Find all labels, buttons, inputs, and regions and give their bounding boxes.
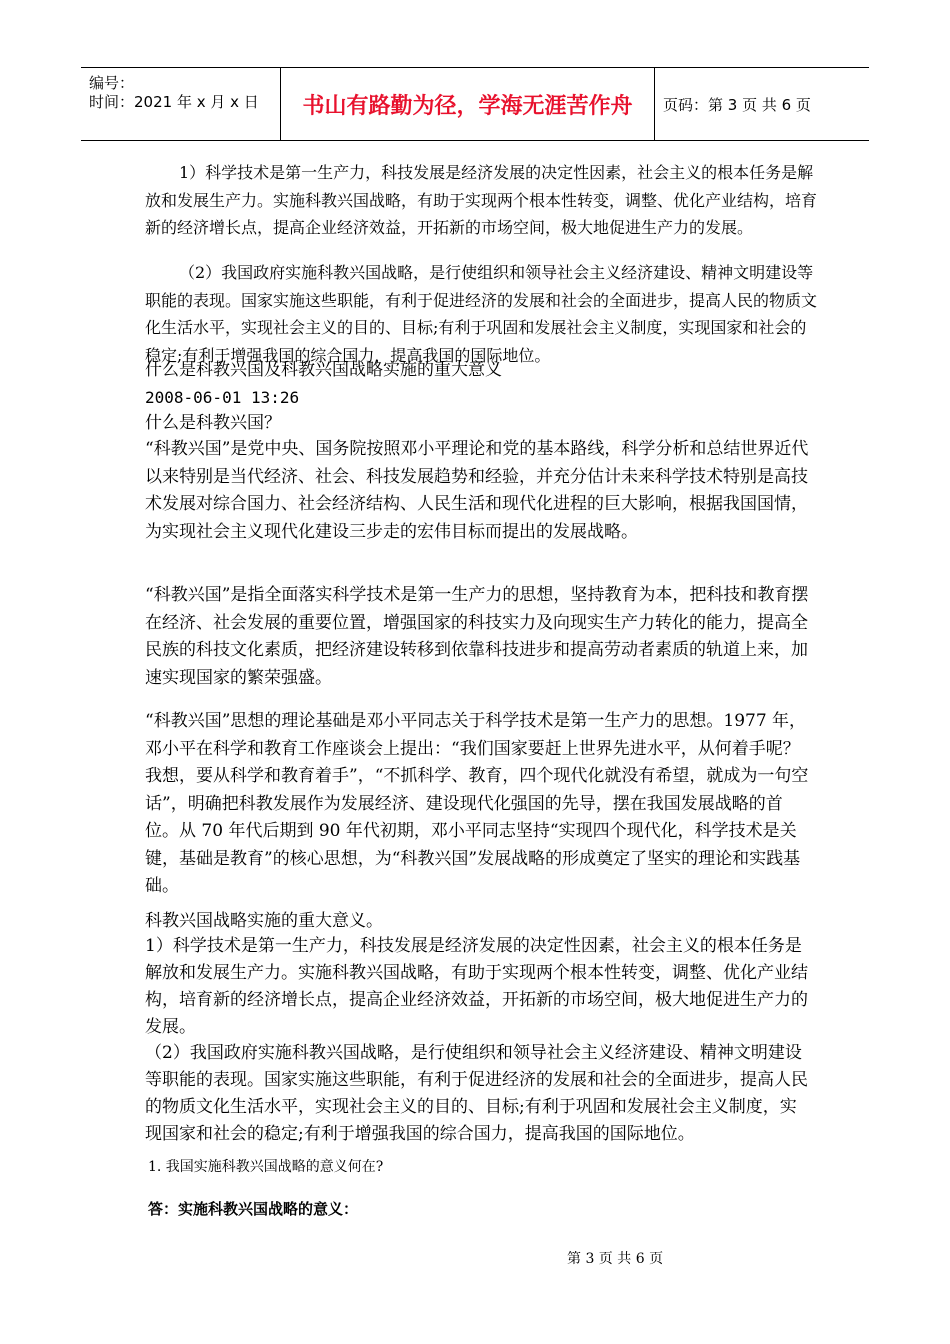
- paragraph-4: “科教兴国”是指全面落实科学技术是第一生产力的思想，坚持教育为本，把科技和教育摆在经济、社会发展的重要位置，增强国家的科技实力及向现实生产力转化的能力，提高全民族的科技文化素质，把经济建设转移到依靠科技进步和提高劳动者素质的轨道上来，加速实现国家的繁荣强盛。: [145, 585, 809, 688]
- page-header: [81, 67, 869, 141]
- paragraph-1: 1）科学技术是第一生产力，科技发展是经济发展的决定性因素，社会主义的根本任务是解放和发展生产力。实施科教兴国战略，有助于实现两个根本性转变，调整、优化产业结构，培育新的经济增长点，提高企业经济效益，开拓新的市场空间，极大地促进生产力的发展。: [145, 163, 818, 237]
- header-motto: 书山有路勤为径，学海无涯苦作舟: [281, 68, 655, 140]
- paragraph-3: “科教兴国”是党中央、国务院按照邓小平理论和党的基本路线，科学分析和总结世界近代以来特别是当代经济、社会、科技发展趋势和经验，并充分估计未来科学技术特别是高技术发展对综合国力、社会经济结构、人民生活和现代化进程的巨大影响，根据我国国情，为实现社会主义现代化建设三步走的宏伟目标而提出的发展战略。: [145, 439, 809, 542]
- paragraph-2: （2）我国政府实施科教兴国战略，是行使组织和领导社会主义经济建设、精神文明建设等职能的表现。国家实施这些职能，有利于促进经济的发展和社会的全面进步，提高人民的物质文化生活水平，实现社会主义的目的、目标;有利于巩固和发展社会主义制度，实现国家和社会的稳定;有利于增强我国的综合国力，提高我国的国际地位。: [145, 263, 818, 365]
- time-label: 时间：2021 年 x 月 x 日: [89, 93, 259, 111]
- paragraph-6: 1）科学技术是第一生产力，科技发展是经济发展的决定性因素，社会主义的根本任务是解放和发展生产力。实施科教兴国战略，有助于实现两个根本性转变，调整、优化产业结构，培育新的经济增长点，提高企业经济效益，开拓新的市场空间，极大地促进生产力的发展。: [145, 936, 808, 1037]
- paragraph-7: （2）我国政府实施科教兴国战略，是行使组织和领导社会主义经济建设、精神文明建设等职能的表现。国家实施这些职能，有利于促进经济的发展和社会的全面进步，提高人民的物质文化生活水平，实现社会主义的目的、目标;有利于巩固和发展社会主义制度，实现国家和社会的稳定;有利于增强我国的综合国力，提高我国的国际地位。: [145, 1043, 808, 1144]
- article-title: 什么是科教兴国及科教兴国战略实施的重大意义: [145, 360, 502, 380]
- question-heading: 什么是科教兴国？: [145, 413, 281, 433]
- question-1: 1. 我国实施科教兴国战略的意义何在?: [148, 1159, 384, 1175]
- header-meta: [81, 68, 281, 140]
- header-page-code: 页码：第 3 页 共 6 页: [663, 95, 811, 114]
- article-date: 2008-06-01 13:26: [145, 388, 300, 407]
- paragraph-5: “科教兴国”思想的理论基础是邓小平同志关于科学技术是第一生产力的思想。1977 年，邓小平在科学和教育工作座谈会上提出：“我们国家要赶上世界先进水平，从何着手呢？我想，要从科学和教育着手”，“不抓科学、教育，四个现代化就没有希望，就成为一句空话”，明确把科教发展作为发展经济、建设现代化强国的先导，摆在我国发展战略的首位。从 70 年代后期到 90 年代初期，邓小平同志坚持“实现四个现代化，科学技术是关键，基础是教育”的核心思想，为“科教兴国”发展战略的形成奠定了坚实的理论和实践基础。: [145, 711, 809, 896]
- serial-label: 编号：: [89, 74, 135, 92]
- page-footer: 第 3 页 共 6 页: [567, 1251, 664, 1267]
- significance-heading: 科教兴国战略实施的重大意义。: [145, 911, 383, 931]
- answer-label: 答：实施科教兴国战略的意义：: [148, 1200, 359, 1218]
